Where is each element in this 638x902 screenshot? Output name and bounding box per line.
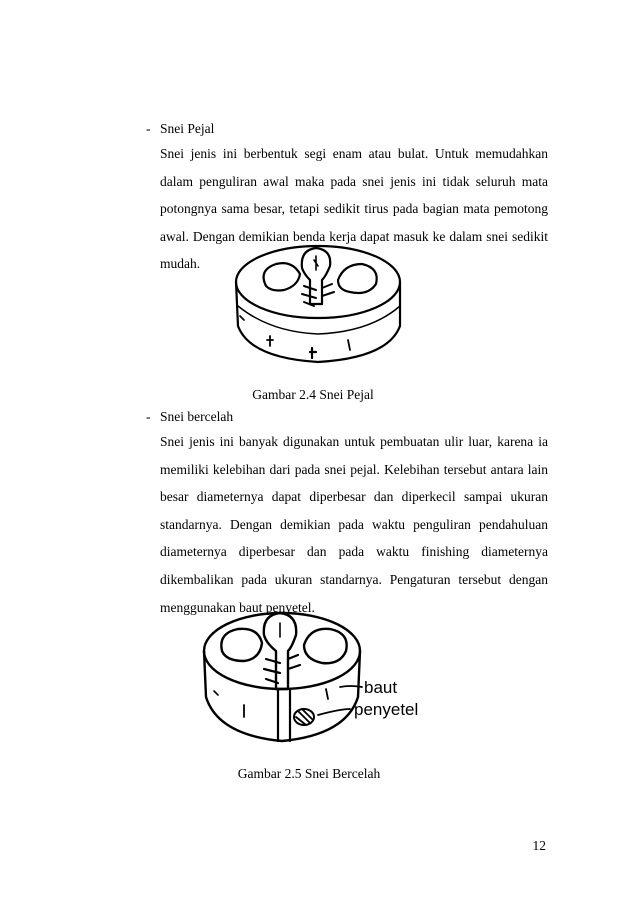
section-title-snei-bercelah: Snei bercelah [160,409,234,424]
bullet-dash: - [146,121,151,136]
figure-caption-2-4: Gambar 2.4 Snei Pejal [252,387,374,402]
page-number: 12 [532,838,546,853]
snei-pejal-illustration [230,240,410,370]
paragraph-snei-pejal: Snei jenis ini berbentuk segi enam atau bulat. Untuk memudahkan dalam penguliran awal maka pada snei jenis ini tidak seluruh mata potongnya sama besar, tetapi sedikit tirus pada bagian mata pemotong awal. Dengan demikian benda kerja dapat masuk ke dalam snei sedikit mudah. [160,146,548,272]
bullet-dash: - [146,409,151,424]
section-title-snei-pejal: Snei Pejal [160,121,215,136]
label-penyetel: penyetel [354,700,419,719]
paragraph-snei-bercelah: Snei jenis ini banyak digunakan untuk pembuatan ulir luar, karena ia memiliki kelebihan dari pada snei pejal. Kelebihan tersebut antara lain besar diameternya dapat diperbesar dan diperkecil sampai ukuran standarnya. Dengan demikian pada waktu penguliran pendahuluan diameternya diperbesar dan pada waktu finishing diameternya dikembalikan pada ukuran standarnya. Pengaturan tersebut dengan menggunakan baut penyetel. [160,434,548,615]
figure-caption-2-5: Gambar 2.5 Snei Bercelah [237,766,381,781]
label-baut: baut [364,678,398,697]
snei-bercelah-illustration [200,605,460,755]
